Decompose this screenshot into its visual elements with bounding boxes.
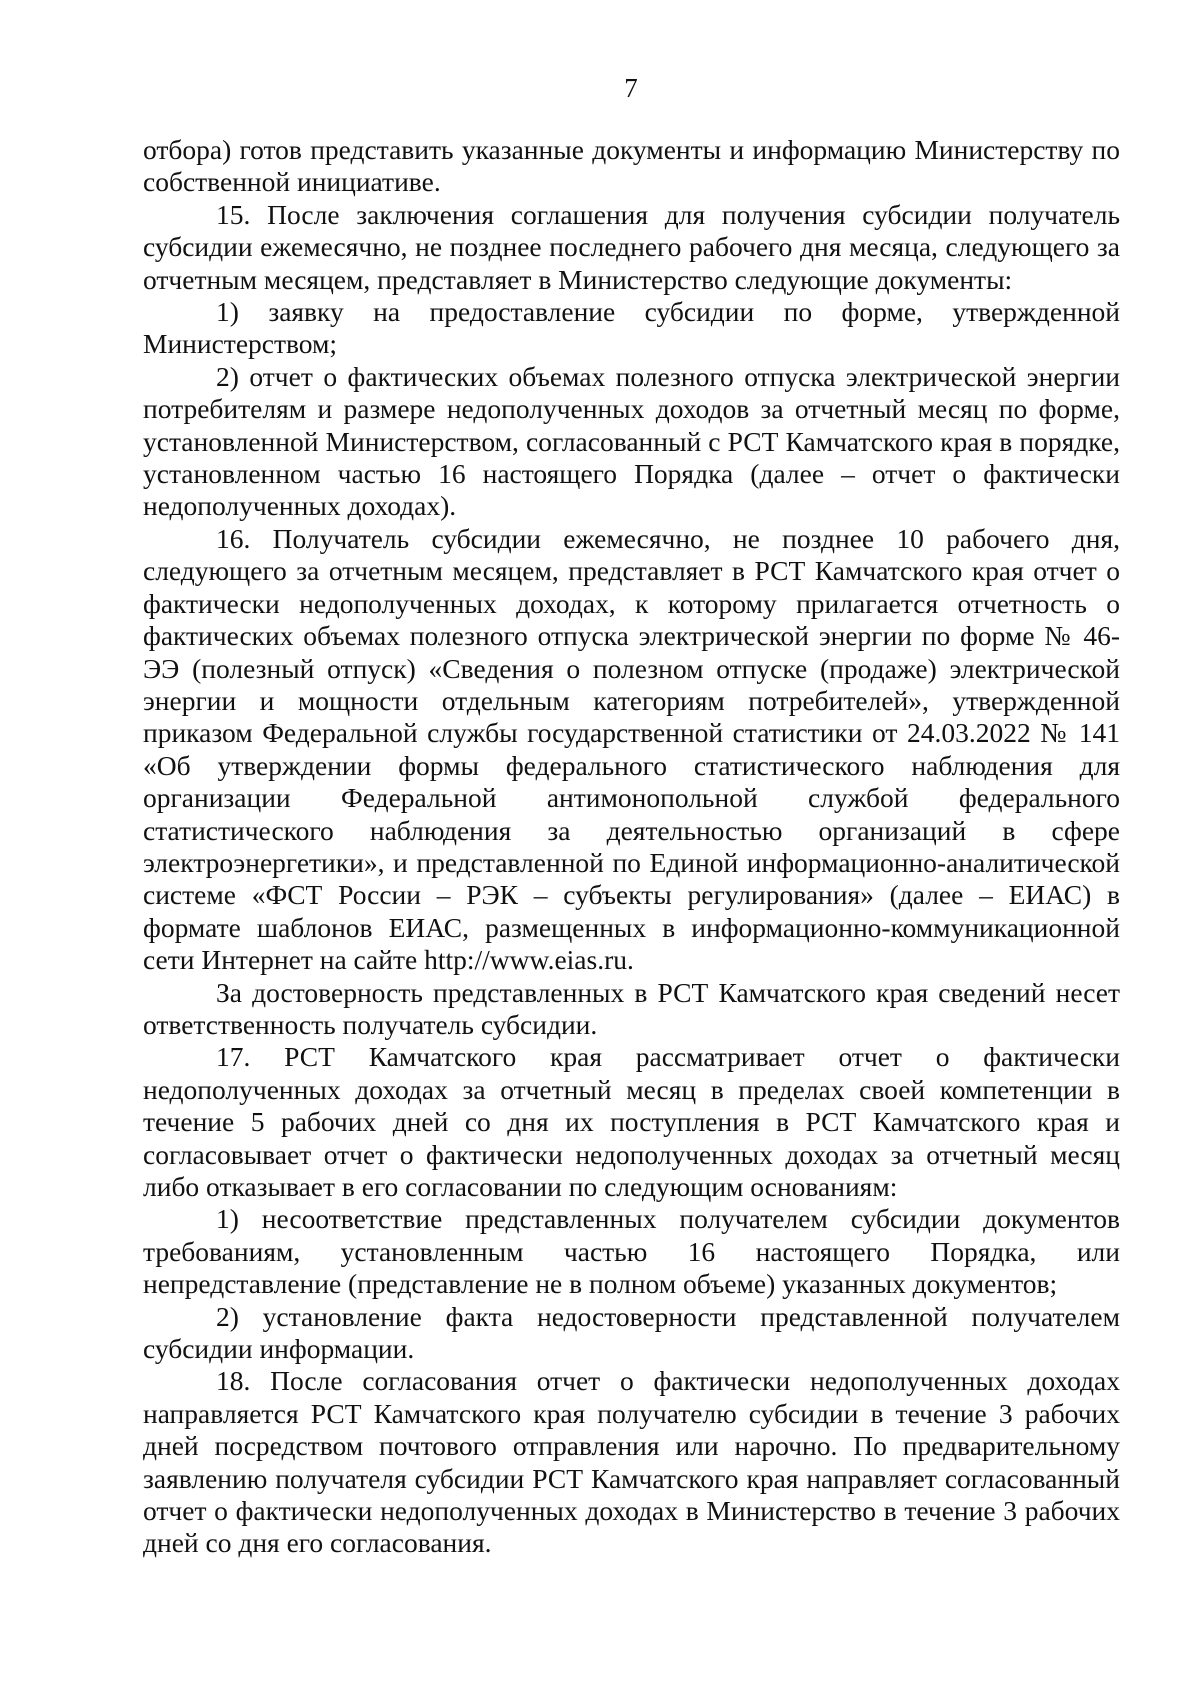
paragraph-item-16: 16. Получатель субсидии ежемесячно, не позднее 10 рабочего дня, следующего за отчетным месяцем, представляет в РСТ Камчатского края отчет о фактически недополученных доходах, к которому прилагается отчетность о фактических объемах полезного отпуска электрической энергии по форме № 46-ЭЭ (полезный отпуск) «Сведения о полезном отпуске (продаже) электрической энергии и мощности отдельным категориям потребителей», утвержденной приказом Федеральной службы государственной статистики от 24.03.2022 № 141 «Об утверждении формы федерального статистического наблюдения для организации Федеральной антимонопольной службой федерального статистического наблюдения за деятельностью организаций в сфере электроэнергетики», и представленной по Единой информационно-аналитической системе «ФСТ России – РЭК – субъекты регулирования» (далее – ЕИАС) в формате шаблонов ЕИАС, размещенных в информационно-коммуникационной сети Интернет на сайте http://www.eias.ru. bbox=[143, 522, 1120, 976]
paragraph-item-15-sub-1: 1) заявку на предоставление субсидии по форме, утвержденной Министерством; bbox=[143, 296, 1120, 360]
paragraph-item-16-responsibility: За достоверность представленных в РСТ Камчатского края сведений несет ответственность получатель субсидии. bbox=[143, 976, 1120, 1040]
page-number: 7 bbox=[624, 73, 638, 103]
paragraph-continuation: отбора) готов представить указанные документы и информацию Министерству по собственной инициативе. bbox=[143, 134, 1120, 198]
paragraph-item-17-sub-2: 2) установление факта недостоверности представленной получателем субсидии информации. bbox=[143, 1300, 1120, 1365]
paragraph-item-15: 15. После заключения соглашения для получения субсидии получатель субсидии ежемесячно, не позднее последнего рабочего дня месяца, следующего за отчетным месяцем, представляет в Министерство следующие документы: bbox=[143, 198, 1120, 295]
paragraph-item-15-sub-2: 2) отчет о фактических объемах полезного отпуска электрической энергии потребителям и размере недополученных доходов за отчетный месяц по форме, установленной Министерством, согласованный с РСТ Камчатского края в порядке, установленном частью 16 настоящего Порядка (далее – отчет о фактически недополученных доходах). bbox=[143, 360, 1120, 522]
paragraph-item-18: 18. После согласования отчет о фактически недополученных доходах направляется РСТ Камчатского края получателю субсидии в течение 3 рабочих дней посредством почтового отправления или нарочно. По предварительному заявлению получателя субсидии РСТ Камчатского края направляет согласованный отчет о фактически недополученных доходах в Министерство в течение 3 рабочих дней со дня его согласования. bbox=[143, 1365, 1120, 1559]
document-body bbox=[143, 134, 1120, 1560]
paragraph-item-17: 17. РСТ Камчатского края рассматривает отчет о фактически недополученных доходах за отчетный месяц в пределах своей компетенции в течение 5 рабочих дней со дня их поступления в РСТ Камчатского края и согласовывает отчет о фактически недополученных доходах за отчетный месяц либо отказывает в его согласовании по следующим основаниям: bbox=[143, 1041, 1120, 1202]
paragraph-item-17-sub-1: 1) несоответствие представленных получателем субсидии документов требованиям, установленным частью 16 настоящего Порядка, или непредставление (представление не в полном объеме) указанных документов; bbox=[143, 1203, 1120, 1300]
